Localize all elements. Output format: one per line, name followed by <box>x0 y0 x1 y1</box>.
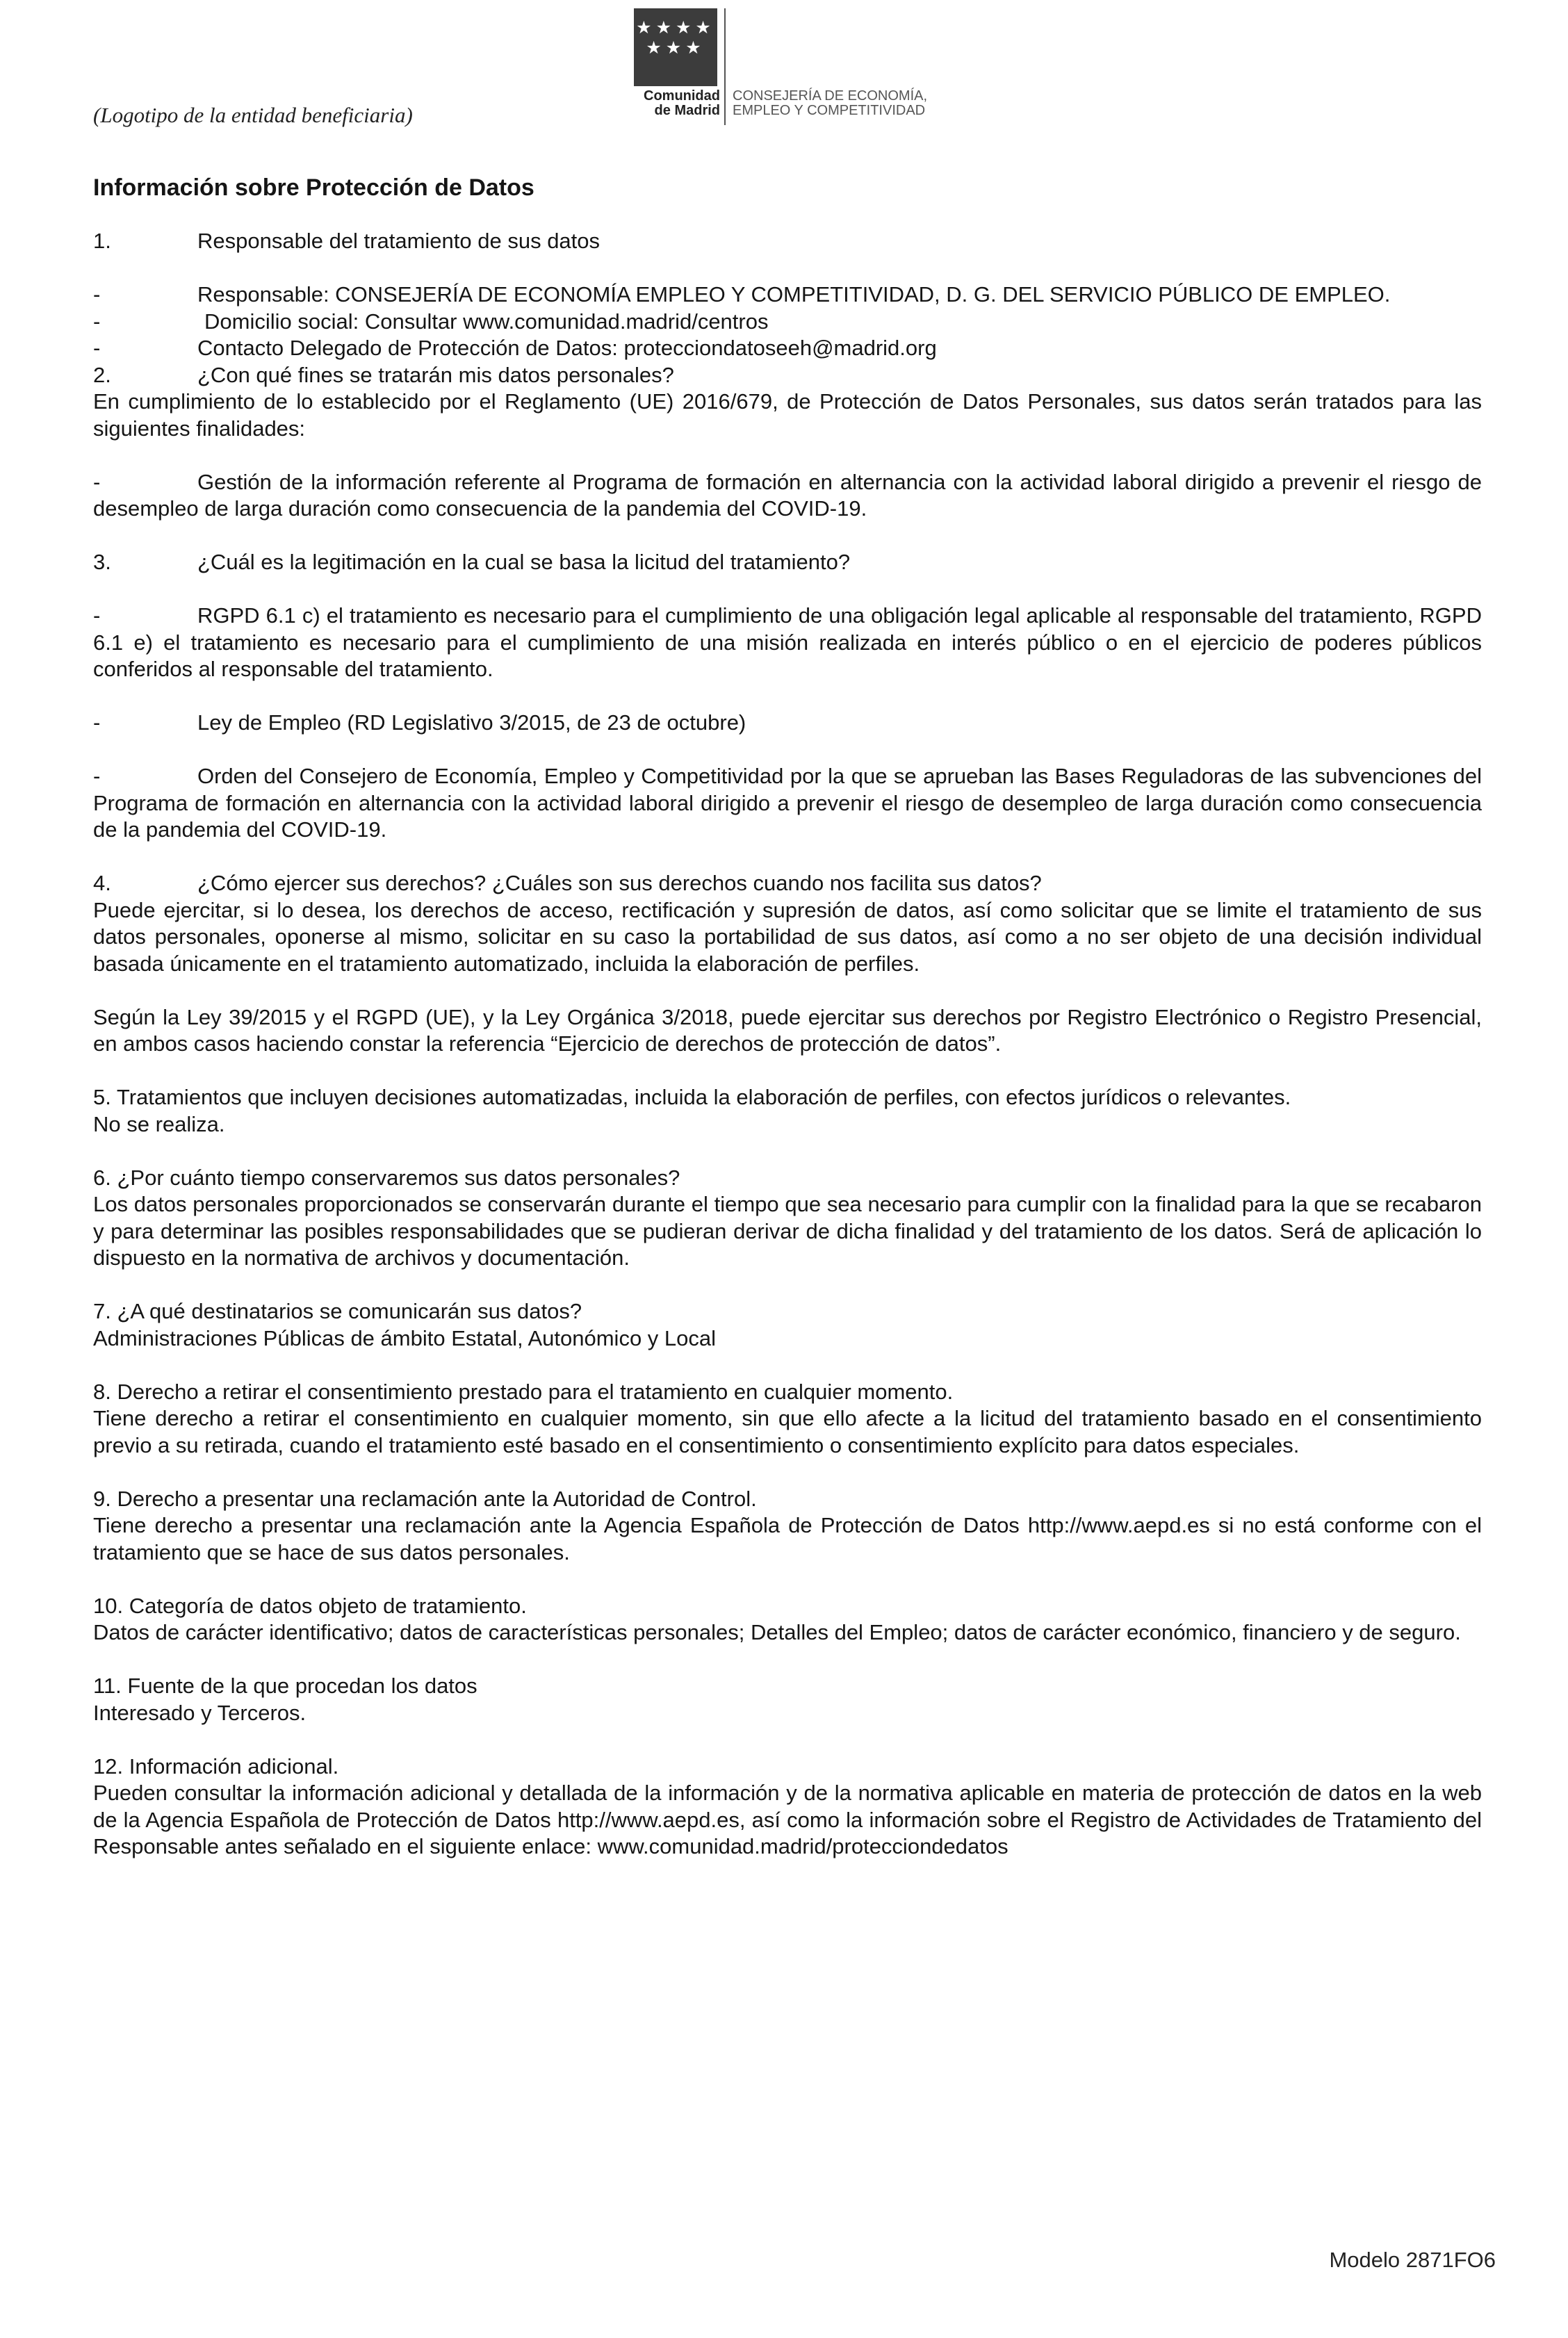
logo-department: CONSEJERÍA DE ECONOMÍA, EMPLEO Y COMPETITIVIDAD <box>733 88 928 118</box>
section-5-heading: 5. Tratamientos que incluyen decisiones automatizadas, incluida la elaboración de perfiles, con efectos jurídicos o relevantes. <box>93 1085 1291 1109</box>
section-number: 1. <box>93 229 111 253</box>
paragraph: Pueden consultar la información adicional y detallada de la información y de la normativa aplicable en materia de protección de datos en la web de la Agencia Española de Protección de Datos http://www.aepd.es, así como la información sobre el Registro de Actividades de Tratamiento del Responsable antes señalado en el siguiente enlace: www.comunidad.madrid/protecciondedatos <box>93 1781 1482 1858</box>
list-item-text: Orden del Consejero de Economía, Empleo y Competitividad por la que se aprueban las Bases Reguladoras de las subvenciones del Programa de formación en alternancia con la actividad laboral dirigido a prevenir el riesgo de desempleo de larga duración como consecuencia de la pandemia del COVID-19. <box>93 764 1482 842</box>
paragraph: No se realiza. <box>93 1111 225 1136</box>
section-8-heading: 8. Derecho a retirar el consentimiento prestado para el tratamiento en cualquier momento. <box>93 1379 954 1404</box>
model-number: Modelo 2871FO6 <box>1329 2248 1496 2272</box>
section-heading: ¿Cómo ejercer sus derechos? ¿Cuáles son sus derechos cuando nos facilita sus datos? <box>197 871 1042 895</box>
list-item <box>93 763 1482 844</box>
section-3-heading <box>93 549 1482 576</box>
section-9-heading: 9. Derecho a presentar una reclamación ante la Autoridad de Control. <box>93 1486 757 1511</box>
logo-flag <box>634 8 717 86</box>
paragraph: Los datos personales proporcionados se conservarán durante el tiempo que sea necesario para cumplir con la finalidad para la que se recabaron y para determinar las posibles responsabilidades que se pudieran derivar de dicha finalidad y del tratamiento de los datos. Será de aplicación lo dispuesto en la normativa de archivos y documentación. <box>93 1192 1482 1270</box>
section-2-heading <box>93 362 1482 389</box>
section-1-heading <box>93 228 1482 255</box>
section-10-heading: 10. Categoría de datos objeto de tratamiento. <box>93 1593 527 1618</box>
paragraph: Administraciones Públicas de ámbito Estatal, Autonómico y Local <box>93 1325 717 1350</box>
dash-bullet: - <box>93 309 101 334</box>
list-item <box>93 603 1482 683</box>
section-heading: ¿Con qué fines se tratarán mis datos personales? <box>197 362 674 387</box>
list-item-text: Ley de Empleo (RD Legislativo 3/2015, de 23 de octubre) <box>197 710 746 735</box>
section-6-heading: 6. ¿Por cuánto tiempo conservaremos sus datos personales? <box>93 1165 680 1190</box>
list-item-text: Responsable: CONSEJERÍA DE ECONOMÍA EMPLEO Y COMPETITIVIDAD, D. G. DEL SERVICIO PÚBLICO DE EMPLEO. <box>197 282 1391 306</box>
list-item-text: Gestión de la información referente al Programa de formación en alternancia con la actividad laboral dirigido a prevenir el riesgo de desempleo de larga duración como consecuencia de la pandemia del COVID-19. <box>93 469 1482 521</box>
section-number: 4. <box>93 871 111 895</box>
dash-bullet: - <box>93 710 101 735</box>
list-item <box>93 309 1482 336</box>
page-title: Información sobre Protección de Datos <box>93 174 534 201</box>
list-item-text: Domicilio social: Consultar www.comunidad.madrid/centros <box>204 309 769 334</box>
paragraph: Datos de carácter identificativo; datos de características personales; Detalles del Empleo; datos de carácter económico, financiero y de seguro. <box>93 1620 1461 1644</box>
paragraph: Tiene derecho a presentar una reclamación ante la Agencia Española de Protección de Datos http://www.aepd.es si no está conforme con el tratamiento que se hace de sus datos personales. <box>93 1513 1482 1564</box>
list-item <box>93 335 1482 362</box>
dash-bullet: - <box>93 336 101 360</box>
logo-divider <box>724 8 726 125</box>
paragraph: Según la Ley 39/2015 y el RGPD (UE), y la Ley Orgánica 3/2018, puede ejercitar sus derechos por Registro Electrónico o Registro Presencial, en ambos casos haciendo constar la referencia “Ejercicio de derechos de protección de datos”. <box>93 1004 1482 1056</box>
list-item <box>93 281 1482 309</box>
section-7-heading: 7. ¿A qué destinatarios se comunicarán sus datos? <box>93 1299 582 1323</box>
section-number: 3. <box>93 550 111 574</box>
dash-bullet: - <box>93 469 101 494</box>
paragraph: Interesado y Terceros. <box>93 1700 307 1725</box>
dash-bullet: - <box>93 603 101 628</box>
paragraph: Tiene derecho a retirar el consentimiento en cualquier momento, sin que ello afecte a la licitud del tratamiento basado en el consentimiento previo a su retirada, cuando el tratamiento esté basado en el consentimiento o consentimiento explícito para datos especiales. <box>93 1406 1482 1457</box>
comunidad-madrid-logo <box>634 8 940 125</box>
section-heading: Responsable del tratamiento de sus datos <box>197 229 601 253</box>
stars-icon: ★★★★ ★★★ <box>636 18 715 58</box>
dash-bullet: - <box>93 764 101 788</box>
dash-bullet: - <box>93 282 101 306</box>
section-11-heading: 11. Fuente de la que procedan los datos <box>93 1674 477 1698</box>
list-item <box>93 469 1482 523</box>
list-item-text: Contacto Delegado de Protección de Datos: protecciondatoseeh@madrid.org <box>197 336 937 360</box>
beneficiary-logo-placeholder: (Logotipo de la entidad beneficiaria) <box>93 103 413 127</box>
logo-name: Comunidad de Madrid <box>644 88 720 118</box>
paragraph: En cumplimiento de lo establecido por el Reglamento (UE) 2016/679, de Protección de Datos Personales, sus datos serán tratados para las siguientes finalidades: <box>93 389 1482 441</box>
list-item-text: RGPD 6.1 c) el tratamiento es necesario para el cumplimiento de una obligación legal aplicable al responsable del tratamiento, RGPD 6.1 e) el tratamiento es necesario para el cumplimiento de una misión realizada en interés público o en el ejercicio de poderes públicos conferidos al responsable del tratamiento. <box>93 603 1482 681</box>
section-heading: ¿Cuál es la legitimación en la cual se basa la licitud del tratamiento? <box>197 550 851 574</box>
section-12-heading: 12. Información adicional. <box>93 1754 339 1779</box>
section-4-heading <box>93 870 1482 897</box>
document-body <box>93 174 1482 1861</box>
paragraph: Puede ejercitar, si lo desea, los derechos de acceso, rectificación y supresión de datos, así como solicitar que se limite el tratamiento de sus datos personales, oponerse al mismo, solicitar en su caso la portabilidad de sus datos, así como a no ser objeto de una decisión individual basada únicamente en el tratamiento automatizado, incluida la elaboración de perfiles. <box>93 897 1482 976</box>
section-number: 2. <box>93 362 111 387</box>
list-item <box>93 710 1482 737</box>
